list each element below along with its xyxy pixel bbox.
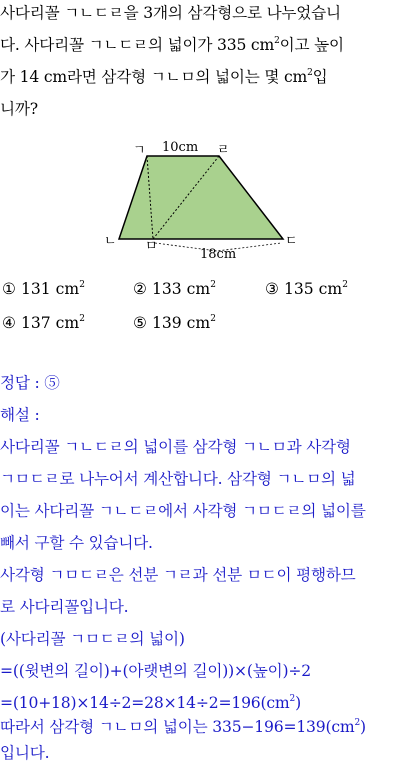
trapezoid-fill: [119, 156, 283, 239]
option-4[interactable]: ④ 137 $cm^2$: [2, 314, 85, 332]
explanation-line-5: 사각형 ㄱㅁㄷㄹ은 선분 ㄱㄹ과 선분 ㅁㄷ이 평행하므: [0, 566, 356, 584]
answer-line: 정답 : ⑤: [0, 374, 60, 392]
vertex-label-g: ㄱ: [133, 143, 146, 158]
explanation-line-3: 이는 사다리꼴 ㄱㄴㄷㄹ에서 사각형 ㄱㅁㄷㄹ의 넓이를: [0, 502, 366, 520]
question-line-4: 니까?: [0, 100, 38, 118]
vertex-label-n: ㄴ: [104, 234, 117, 249]
explanation-line-1: 사다리꼴 ㄱㄴㄷㄹ의 넓이를 삼각형 ㄱㄴㅁ과 사각형: [0, 438, 351, 456]
conclusion-line-2: 입니다.: [0, 744, 50, 762]
bottom-length-label: 18cm: [200, 247, 237, 262]
explanation-line-7: (사다리꼴 ㄱㅁㄷㄹ의 넓이): [0, 630, 185, 648]
option-2[interactable]: ② 133 $cm^2$: [133, 280, 216, 298]
explanation-heading: 해설 :: [0, 406, 40, 424]
top-length-label: 10cm: [162, 140, 199, 155]
question-line-1: 사다리꼴 ㄱㄴㄷㄹ을 3개의 삼각형으로 나누었습니: [0, 4, 341, 22]
explanation-line-6: 로 사다리꼴입니다.: [0, 598, 129, 616]
question-line-2: 다. 사다리꼴 ㄱㄴㄷㄹ의 넓이가 335 $cm^2$이고 높이: [0, 36, 344, 54]
formula-line-1: =((윗변의 길이)+(아랫변의 길이))×(높이)÷2: [0, 662, 311, 680]
trapezoid-figure: [0, 135, 400, 265]
explanation-line-4: 빼서 구할 수 있습니다.: [0, 534, 153, 552]
formula-line-2: $=(10+18)\times 14\div 2=28\times 14\div 2=196(cm^2)$: [0, 694, 301, 712]
option-3[interactable]: ③ 135 $cm^2$: [265, 280, 348, 298]
vertex-label-m: ㅁ: [145, 239, 158, 254]
explanation-line-2: ㄱㅁㄷㄹ로 나누어서 계산합니다. 삼각형 ㄱㄴㅁ의 넓: [0, 470, 356, 488]
option-5[interactable]: ⑤ 139 $cm^2$: [133, 314, 216, 332]
conclusion-line-1: 따라서 삼각형 ㄱㄴㅁ의 넓이는 $335-196=139(cm^2)$: [0, 718, 366, 736]
question-line-3: 가 14 cm라면 삼각형 ㄱㄴㅁ의 넓이는 몇 $cm^2$입: [0, 68, 328, 86]
vertex-label-r: ㄹ: [217, 143, 230, 158]
option-1[interactable]: ① 131 $cm^2$: [2, 280, 85, 298]
vertex-label-d: ㄷ: [285, 234, 298, 249]
